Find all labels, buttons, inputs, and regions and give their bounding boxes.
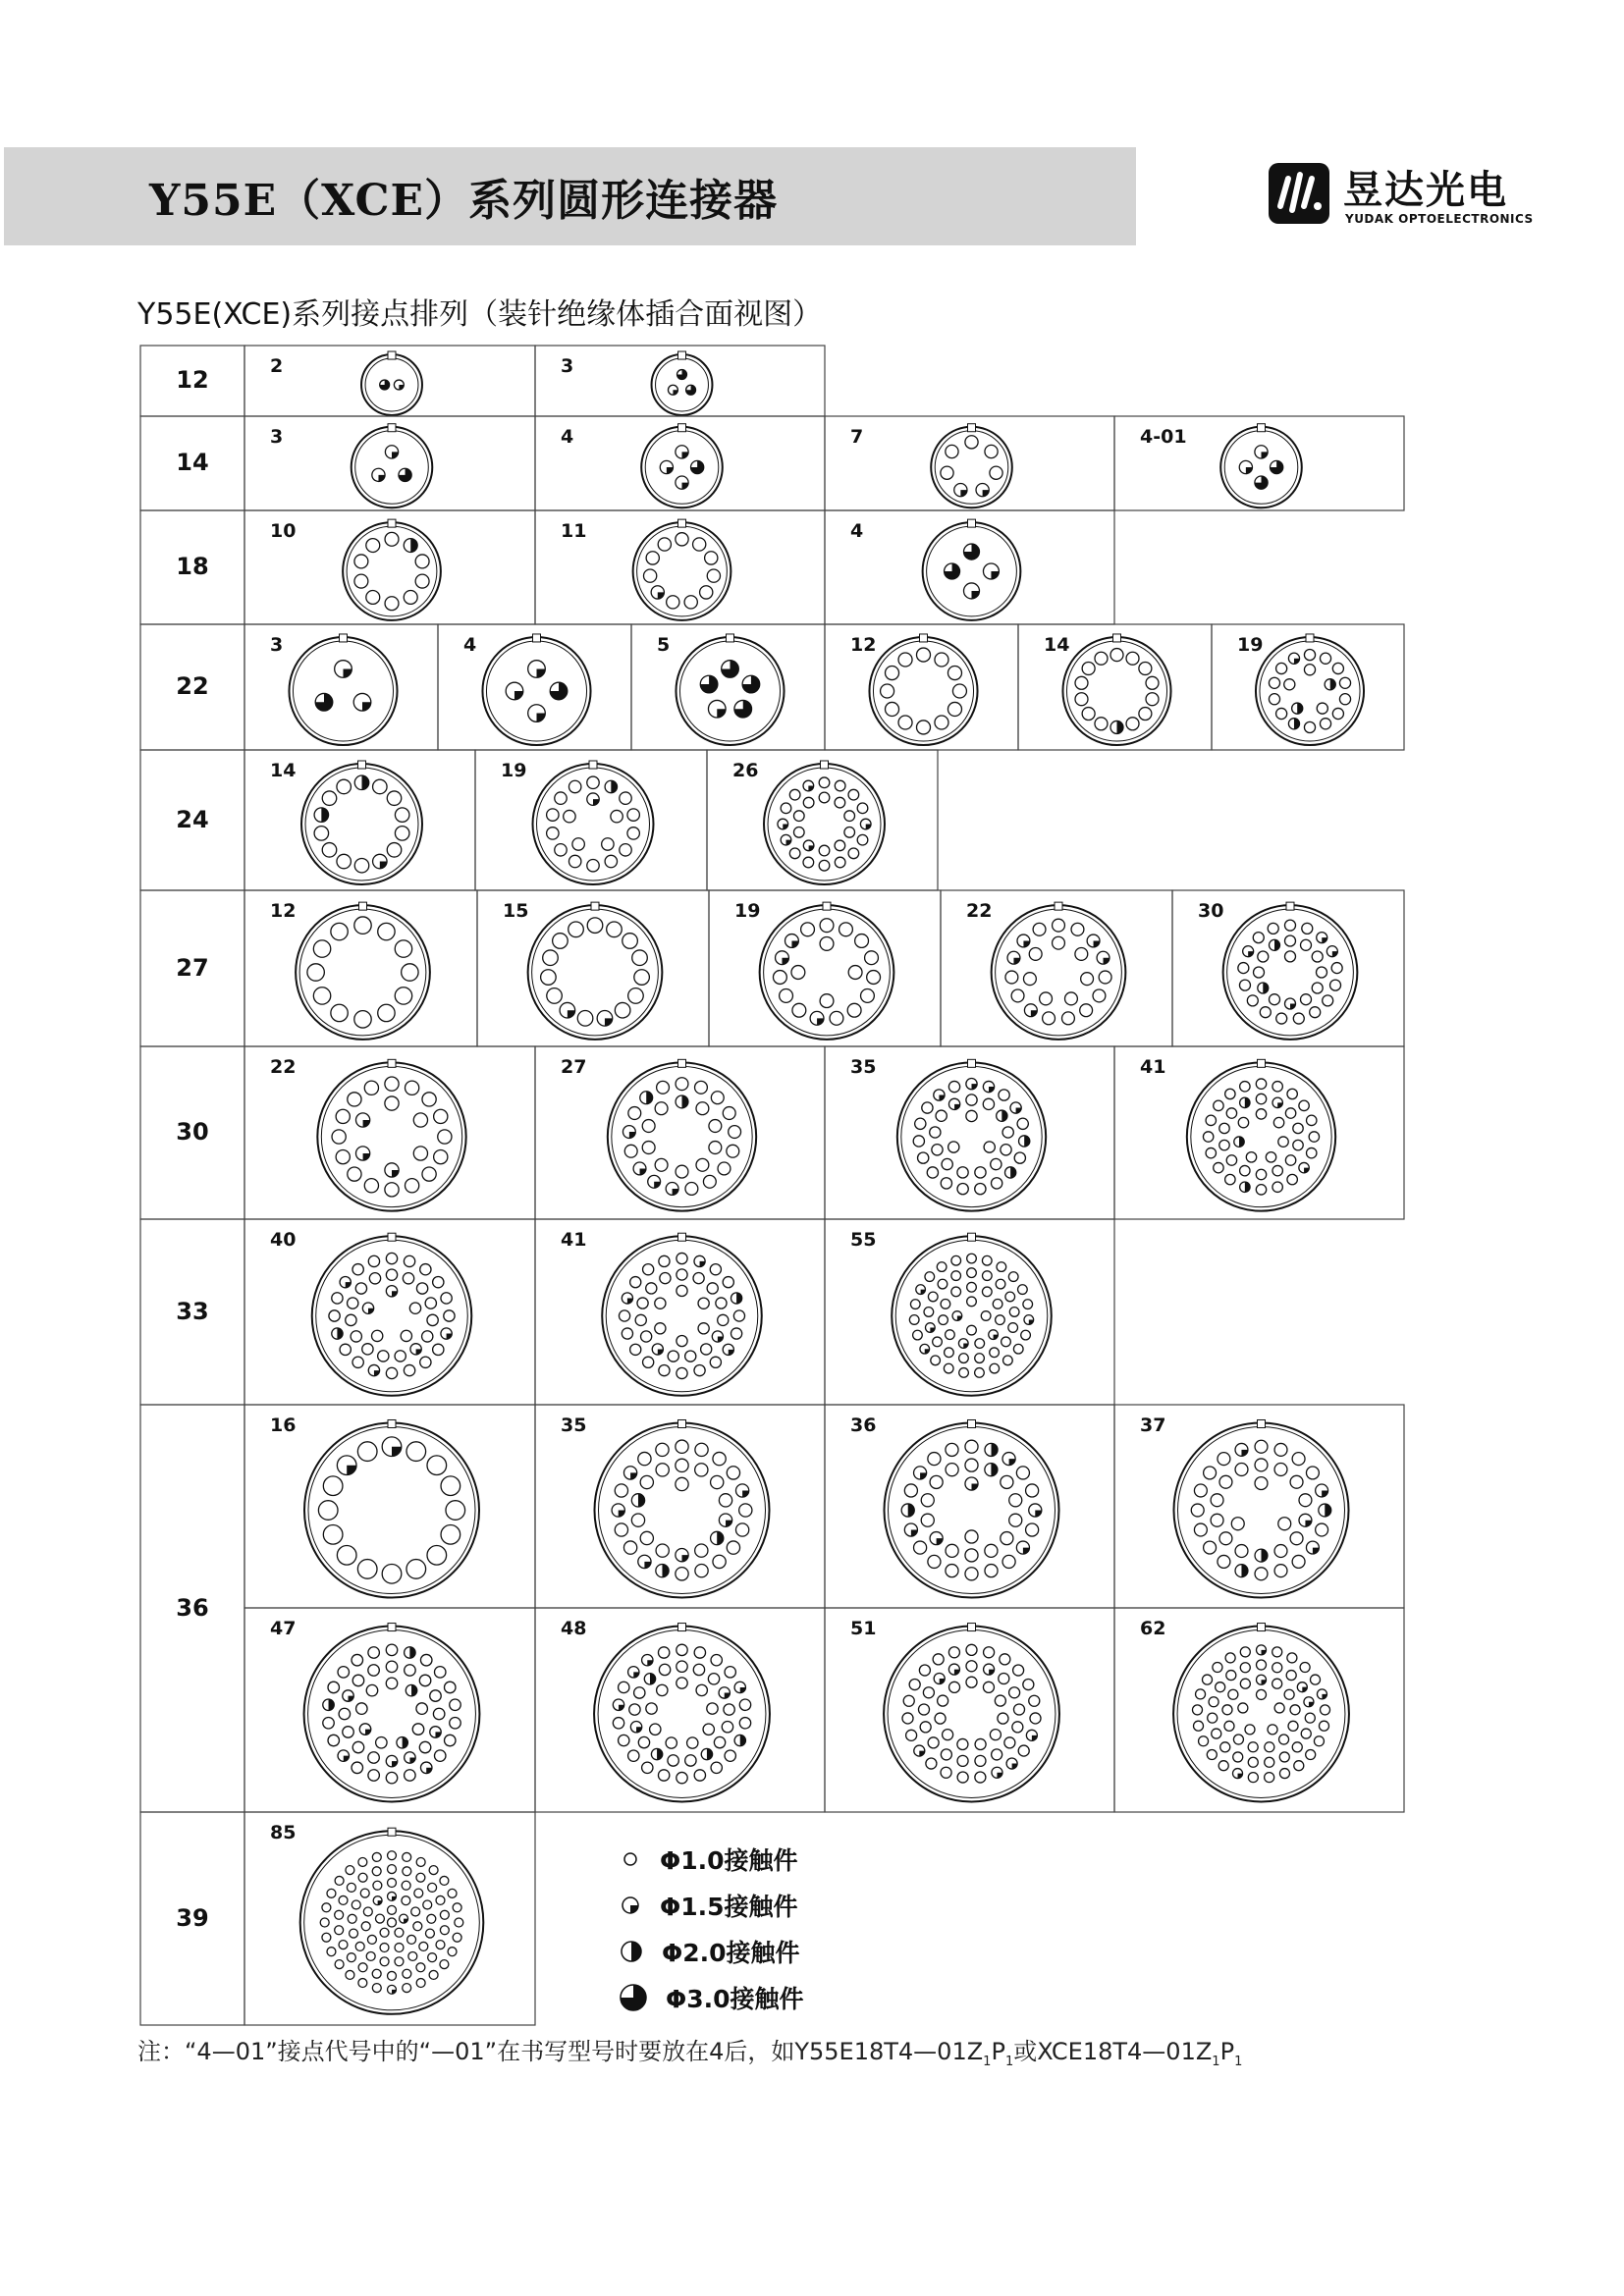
shell-size-label: 18 — [176, 553, 209, 580]
contact-code: 47 — [270, 1618, 297, 1639]
connector-face — [992, 902, 1126, 1040]
legend-item-1.0 — [619, 1836, 804, 1882]
contact-code: 5 — [657, 634, 671, 656]
shell-size-label: 36 — [176, 1593, 209, 1622]
note-sub: 1 — [1234, 2054, 1243, 2069]
contact-code: 4 — [850, 520, 864, 542]
contact-code: 48 — [561, 1618, 587, 1639]
contact-code: 35 — [850, 1056, 877, 1078]
contact-code: 14 — [1044, 634, 1070, 656]
contact-code: 3 — [270, 426, 284, 448]
connector-face — [676, 634, 784, 745]
contact-code: 22 — [270, 1056, 297, 1078]
connector-face — [361, 351, 422, 415]
logo-chinese-name: 昱达光电 — [1343, 168, 1508, 213]
connector-face — [317, 1059, 465, 1210]
shell-size-label: 27 — [176, 953, 209, 982]
contact-code: 19 — [734, 900, 761, 922]
contact-code: 12 — [850, 634, 877, 656]
contact-code: 3 — [561, 355, 574, 377]
note-sub: 1 — [1004, 2054, 1014, 2069]
contact-code: 2 — [270, 355, 284, 377]
connector-face — [602, 1233, 762, 1396]
contact-code: 19 — [501, 760, 527, 781]
connector-face — [352, 424, 433, 508]
connector-face — [884, 1419, 1058, 1597]
connector-face — [652, 351, 713, 415]
shell-size-label: 22 — [176, 672, 209, 700]
contact-code: 3 — [270, 634, 284, 656]
contact-code: 40 — [270, 1229, 297, 1251]
legend-label: Φ3.0接触件 — [666, 1984, 804, 2013]
connector-face — [884, 1624, 1059, 1802]
connector-face — [1256, 634, 1364, 745]
connector-face — [1220, 424, 1302, 508]
legend-label: Φ1.5接触件 — [660, 1892, 798, 1921]
connector-face — [931, 424, 1012, 508]
contact-code: 36 — [850, 1415, 877, 1436]
shell-size-label: 12 — [176, 366, 209, 394]
contact-code: 51 — [850, 1618, 877, 1639]
empty-contact-icon — [619, 1847, 642, 1871]
connector-face — [482, 634, 590, 745]
connector-face — [1062, 634, 1170, 745]
section-title: Y55E(XCE)系列接点排列（装针绝缘体插合面视图） — [137, 297, 823, 332]
connector-face — [289, 634, 397, 745]
contact-code: 12 — [270, 900, 297, 922]
connector-face — [1173, 1624, 1349, 1802]
page-title: Y55E（XCE）系列圆形连接器 — [149, 176, 779, 226]
legend-item-2.0 — [619, 1928, 804, 1974]
note-sub: 1 — [1212, 2054, 1220, 2069]
connector-face — [300, 1828, 484, 2014]
connector-face — [594, 1624, 770, 1802]
contact-code: 30 — [1198, 900, 1224, 922]
connector-face — [296, 902, 430, 1040]
contact-code: 4-01 — [1140, 426, 1187, 448]
contact-code: 27 — [561, 1056, 587, 1078]
contact-code: 7 — [850, 426, 864, 448]
contact-code: 4 — [561, 426, 574, 448]
contact-code: 35 — [561, 1415, 587, 1436]
threequarter-contact-icon — [619, 1983, 648, 2012]
connector-face — [533, 761, 654, 884]
note-p: P — [1219, 2038, 1235, 2065]
shell-size-label: 24 — [176, 805, 209, 833]
shell-size-label: 39 — [176, 1903, 209, 1932]
contact-code: 37 — [1140, 1415, 1166, 1436]
note-sub: 1 — [983, 2054, 992, 2069]
legend-label: Φ2.0接触件 — [662, 1938, 800, 1967]
contact-code: 55 — [850, 1229, 877, 1251]
connector-face — [1173, 1419, 1348, 1597]
connector-face — [312, 1233, 472, 1396]
contact-code: 4 — [463, 634, 477, 656]
connector-face — [760, 902, 894, 1040]
shell-size-label: 33 — [176, 1297, 209, 1325]
connector-face — [1187, 1059, 1335, 1210]
note-text-mid: 或XCE18T4—01Z — [1013, 2038, 1213, 2065]
note-p: P — [991, 2038, 1005, 2065]
legend-item-1.5 — [619, 1882, 804, 1928]
connector-face — [304, 1624, 480, 1802]
connector-face — [304, 1419, 479, 1597]
connector-face — [764, 761, 885, 884]
contact-code: 41 — [561, 1229, 587, 1251]
contact-code: 14 — [270, 760, 297, 781]
contact-code: 11 — [561, 520, 587, 542]
contact-code: 85 — [270, 1822, 297, 1843]
connector-face — [608, 1059, 756, 1210]
connector-face — [641, 424, 723, 508]
connector-face — [897, 1059, 1046, 1210]
connector-face — [301, 761, 422, 884]
contact-code: 41 — [1140, 1056, 1166, 1078]
contact-code: 16 — [270, 1415, 297, 1436]
contact-code: 22 — [966, 900, 993, 922]
quarter-contact-icon — [619, 1894, 642, 1917]
contact-code: 19 — [1237, 634, 1264, 656]
connector-face — [869, 634, 977, 745]
half-contact-icon — [619, 1939, 644, 1964]
note-prefix: 注： — [137, 2038, 185, 2065]
contact-code: 15 — [503, 900, 529, 922]
connector-face — [923, 519, 1021, 620]
contact-code: 10 — [270, 520, 297, 542]
note-text: “4—01”接点代号中的“—01”在书写型号时要放在4后，如Y55E18T4—01Z — [185, 2038, 984, 2065]
connector-face — [633, 519, 731, 620]
contact-code: 26 — [732, 760, 759, 781]
legend-item-3.0 — [619, 1974, 804, 2020]
connector-face — [528, 902, 663, 1040]
logo-english-name: YUDAK OPTOELECTRONICS — [1345, 212, 1534, 226]
contact-code: 62 — [1140, 1618, 1166, 1639]
connector-face — [1223, 902, 1358, 1040]
footnote — [137, 2032, 1242, 2069]
shell-size-label: 30 — [176, 1118, 209, 1146]
connector-face — [594, 1419, 769, 1597]
legend-label: Φ1.0接触件 — [660, 1845, 798, 1875]
shell-size-label: 14 — [176, 449, 209, 476]
connector-face — [343, 519, 441, 620]
connector-face — [892, 1233, 1052, 1396]
legend — [619, 1836, 804, 2020]
